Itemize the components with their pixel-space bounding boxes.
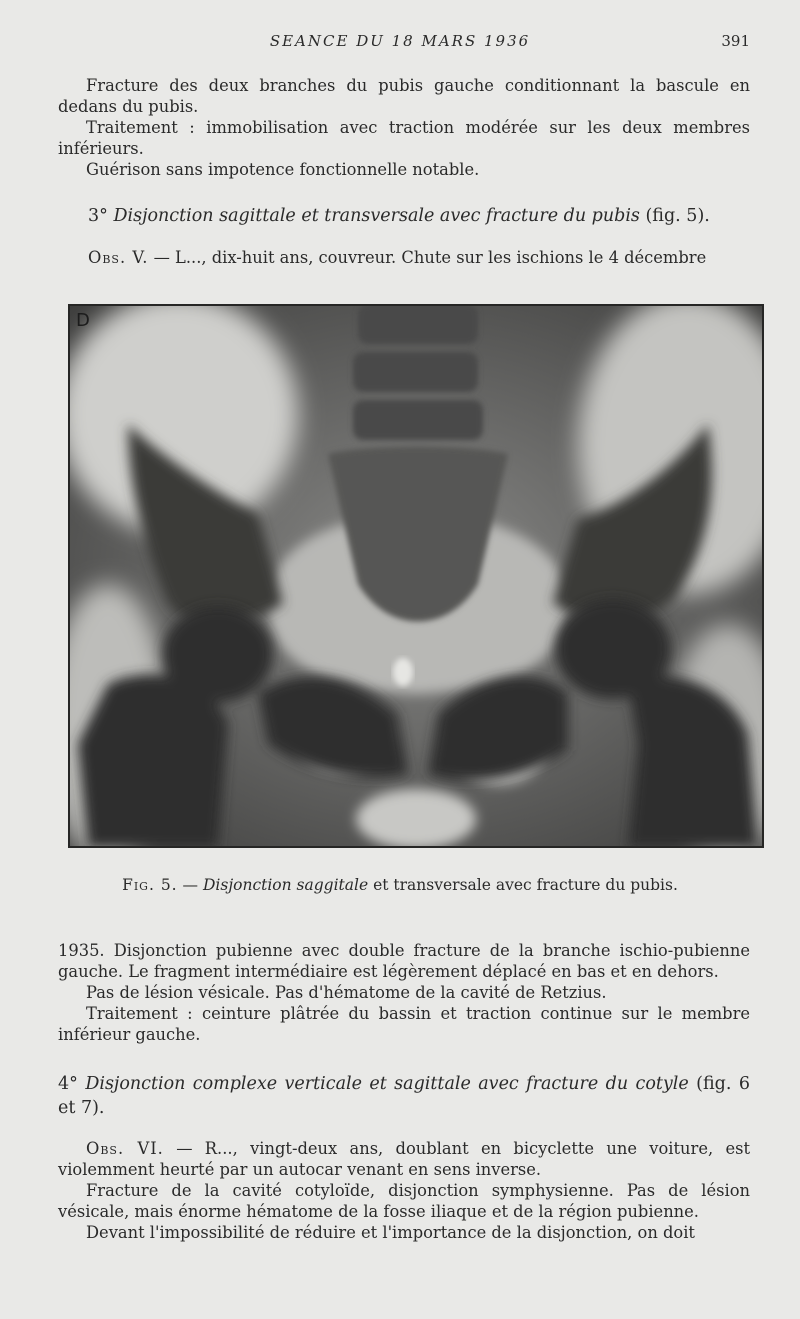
caption-dash: — [182,876,199,894]
caption-italic-text: Disjonction saggitale [202,876,369,894]
paragraph: Devant l'impossibilité de réduire et l'importance de la disjonction, on doit [86,1223,695,1242]
paragraph: Traitement : ceinture plâtrée du bassin et traction continue sur le membre inférieur gauche. [58,1004,750,1044]
observation-label: Obs. V. [88,248,149,267]
section-figure-ref: (fig. 5). [645,206,710,226]
page-header [0,30,800,52]
running-title: SEANCE DU 18 MARS 1936 [269,32,531,50]
paragraph: Pas de lésion vésicale. Pas d'hématome de la cavité de Retzius. [86,983,607,1002]
paragraph: 1935. Disjonction pubienne avec double fracture de la branche ischio-pubienne gauche. Le fragment intermédiaire est légèrement déplacé en bas et en dehors. [58,941,750,981]
observation-label: Obs. VI. [86,1139,164,1158]
section-title: Disjonction sagittale et transversale avec fracture du pubis [113,206,640,226]
section-number: 4° [58,1074,78,1094]
caption-rest-text: et transversale avec fracture du pubis. [373,876,678,894]
section-heading-4 [58,1072,750,1120]
observation-text: — L..., dix-huit ans, couvreur. Chute sur les ischions le 4 décembre [153,248,707,267]
paragraph: Guérison sans impotence fonctionnelle notable. [86,160,480,179]
paragraph-block-1 [58,75,750,180]
paragraph-block-3 [58,1138,750,1243]
figure-corner-letter: D [76,310,90,331]
figure-caption [0,876,800,894]
observation-5-intro [88,248,750,267]
page-number: 391 [721,32,750,50]
paragraph: Fracture de la cavité cotyloïde, disjonction symphysienne. Pas de lésion vésicale, mais énorme hématome de la fosse iliaque et de la région pubienne. [58,1181,750,1221]
section-number: 3° [88,206,108,226]
section-title: Disjonction complexe verticale et sagittale avec fracture du cotyle [85,1074,689,1094]
xray-figure [68,304,764,848]
observation-6-paragraph [58,1138,750,1180]
section-heading-3 [88,206,750,226]
paragraph: Traitement : immobilisation avec traction modérée sur les deux membres inférieurs. [58,118,750,158]
section-figure-ref: (fig. 6 et 7). [58,1074,750,1118]
xray-pelvis-image [68,304,764,848]
caption-label: Fig. 5. [122,876,178,894]
paragraph-block-2 [58,940,750,1045]
observation-text: — R..., vingt-deux ans, doublant en bicyclette une voiture, est violemment heurté par un autocar venant en sens inverse. [58,1139,750,1179]
paragraph: Fracture des deux branches du pubis gauche conditionnant la bascule en dedans du pubis. [58,76,750,116]
